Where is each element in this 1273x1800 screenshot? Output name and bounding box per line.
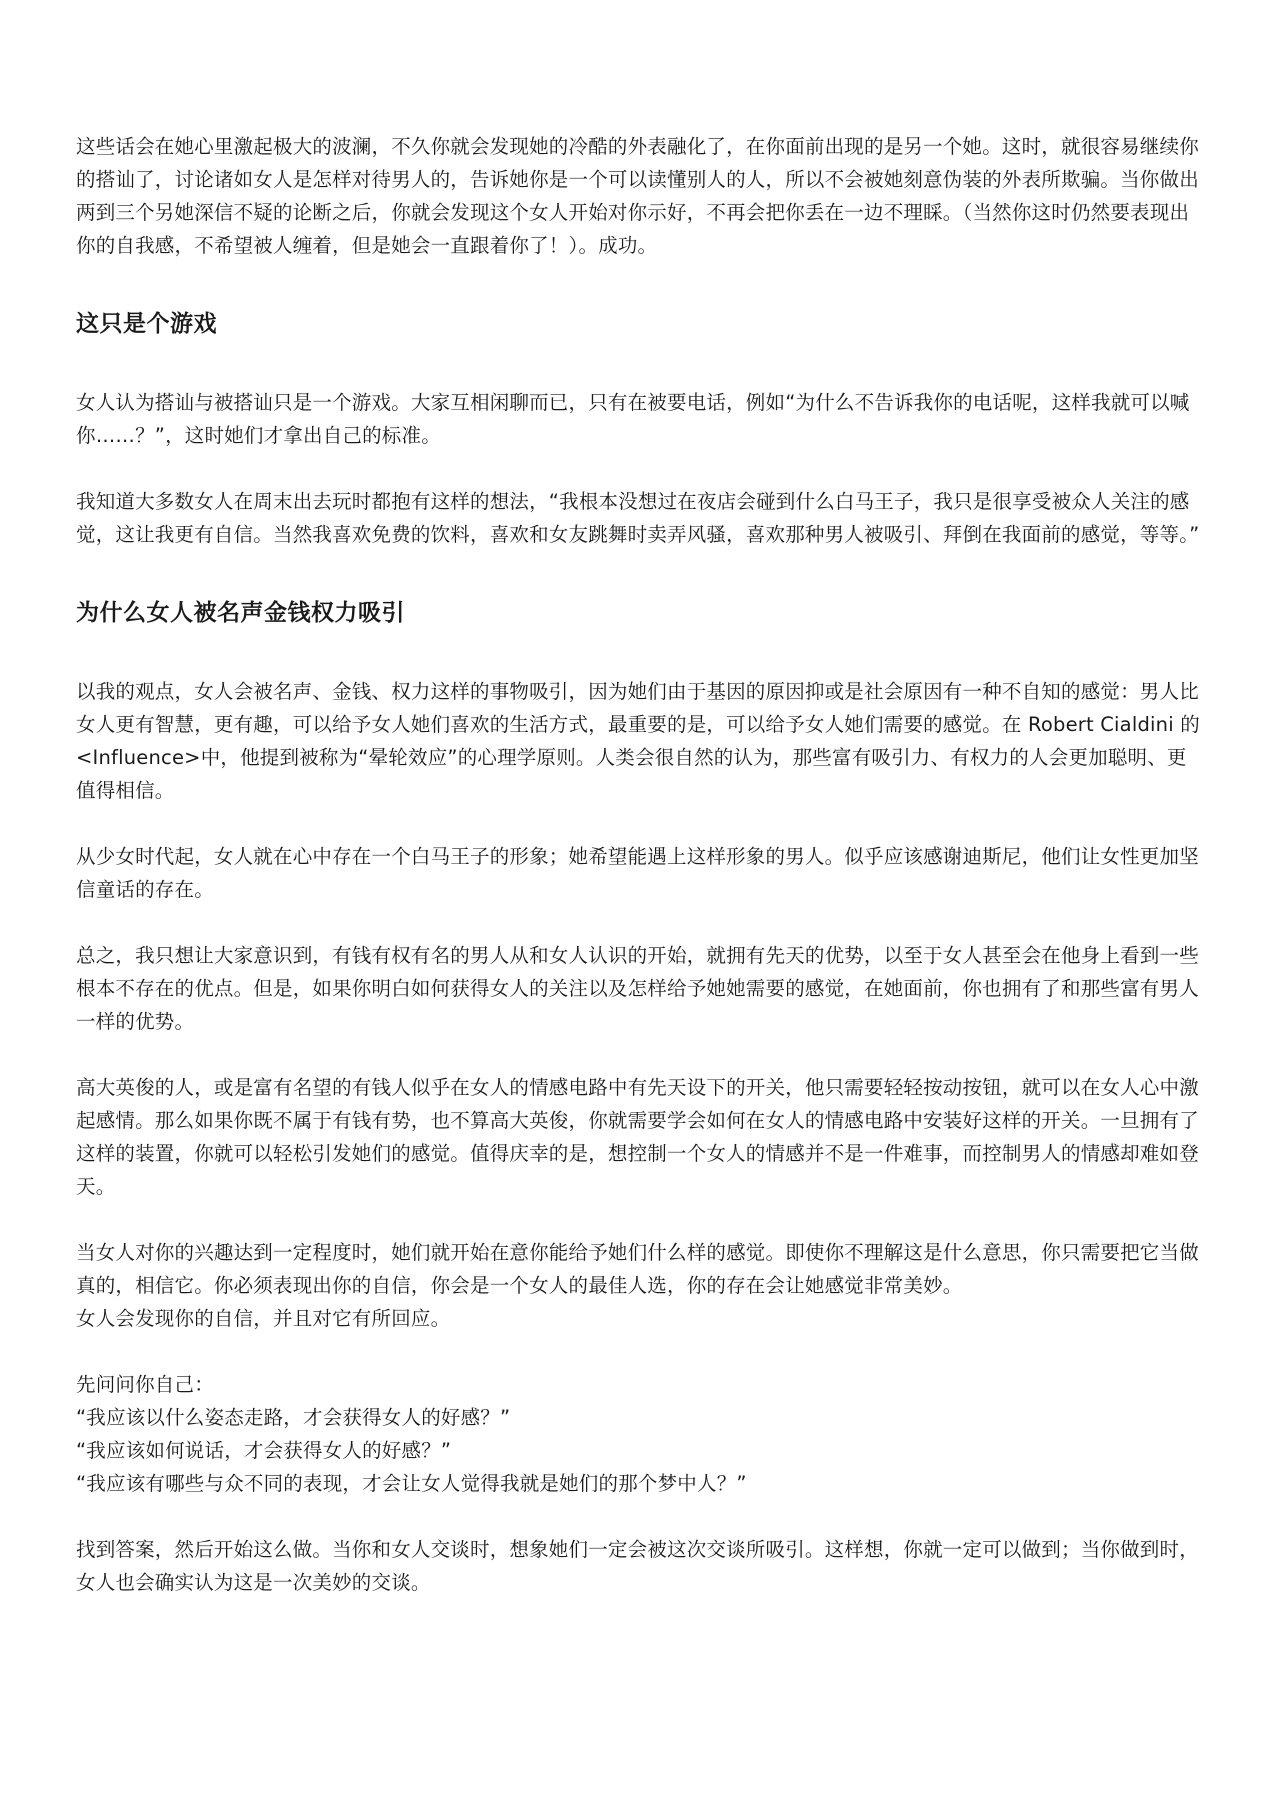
paragraph-halo-effect: 以我的观点，女人会被名声、金钱、权力这样的事物吸引，因为她们由于基因的原因抑或是社会原因有一种不自知的感觉：男人比女人更有智慧，更有趣，可以给予女人她们喜欢的生活方式，最重要的是，可以给予女人她们需要的感觉。在 Robert Cialdini 的<Influence>中，他提到被称为“晕轮效应”的心理学原则。人类会很自然的认为，那些富有吸引力、有权力的人会更加聪明、更值得相信。 xyxy=(76,680,1200,802)
paragraph-prince: 从少女时代起，女人就在心中存在一个白马王子的形象；她希望能遇上这样形象的男人。似乎应该感谢迪斯尼，他们让女性更加坚信童话的存在。 xyxy=(76,845,1199,901)
heading-fame-money-power: 为什么女人被名声金钱权力吸引 xyxy=(76,600,405,626)
document-page xyxy=(76,130,1206,1599)
heading-just-a-game: 这只是个游戏 xyxy=(76,311,217,337)
paragraph-confidence: 当女人对你的兴趣达到一定程度时，她们就开始在意你能给予她们什么样的感觉。即使你不理解这是什么意思，你只需要把它当做真的，相信它。你必须表现出你的自信，你会是一个女人的最佳人选，你的存在会让她感觉非常美妙。 xyxy=(76,1241,1199,1297)
paragraph-response: 女人会发现你的自信，并且对它有所回应。 xyxy=(76,1307,451,1330)
paragraph-conclusion: 找到答案，然后开始这么做。当你和女人交谈时，想象她们一定会被这次交谈所吸引。这样想，你就一定可以做到；当你做到时，女人也会确实认为这是一次美妙的交谈。 xyxy=(76,1538,1199,1594)
question-walk: “我应该以什么姿态走路，才会获得女人的好感？” xyxy=(76,1406,511,1429)
question-talk: “我应该如何说话，才会获得女人的好感？” xyxy=(76,1439,452,1462)
paragraph-ask-yourself: 先问问你自己： xyxy=(76,1373,214,1396)
paragraph-advantage: 总之，我只想让大家意识到，有钱有权有名的男人从和女人认识的开始，就拥有先天的优势，以至于女人甚至会在他身上看到一些根本不存在的优点。但是，如果你明白如何获得女人的关注以及怎样给予她她需要的感觉，在她面前，你也拥有了和那些富有男人一样的优势。 xyxy=(76,944,1199,1033)
paragraph-emotional-circuit: 高大英俊的人，或是富有名望的有钱人似乎在女人的情感电路中有先天设下的开关，他只需要轻轻按动按钮，就可以在女人心中激起感情。那么如果你既不属于有钱有势，也不算高大英俊，你就需要学会如何在女人的情感电路中安装好这样的开关。一旦拥有了这样的装置，你就可以轻松引发她们的感觉。值得庆幸的是，想控制一个女人的情感并不是一件难事，而控制男人的情感却难如登天。 xyxy=(76,1076,1199,1198)
paragraph-game: 女人认为搭讪与被搭讪只是一个游戏。大家互相闲聊而已，只有在被要电话，例如“为什么不告诉我你的电话呢，这样我就可以喊你……？”，这时她们才拿出自己的标准。 xyxy=(76,391,1190,447)
paragraph-intro: 这些话会在她心里激起极大的波澜，不久你就会发现她的冷酷的外表融化了，在你面前出现的是另一个她。这时，就很容易继续你的搭讪了，讨论诸如女人是怎样对待男人的，告诉她你是一个可以读懂别人的人，所以不会被她刻意伪装的外表所欺骗。当你做出两到三个另她深信不疑的论断之后，你就会发现这个女人开始对你示好，不再会把你丢在一边不理睬。（当然你这时仍然要表现出你的自我感，不希望被人缠着，但是她会一直跟着你了！）。成功。 xyxy=(76,135,1199,257)
question-dream-man: “我应该有哪些与众不同的表现，才会让女人觉得我就是她们的那个梦中人？” xyxy=(76,1472,747,1495)
paragraph-weekend: 我知道大多数女人在周末出去玩时都抱有这样的想法，“我根本没想过在夜店会碰到什么白马王子，我只是很享受被众人关注的感觉，这让我更有自信。当然我喜欢免费的饮料，喜欢和女友跳舞时卖弄风骚，喜欢那种男人被吸引、拜倒在我面前的感觉，等等。” xyxy=(76,490,1200,546)
